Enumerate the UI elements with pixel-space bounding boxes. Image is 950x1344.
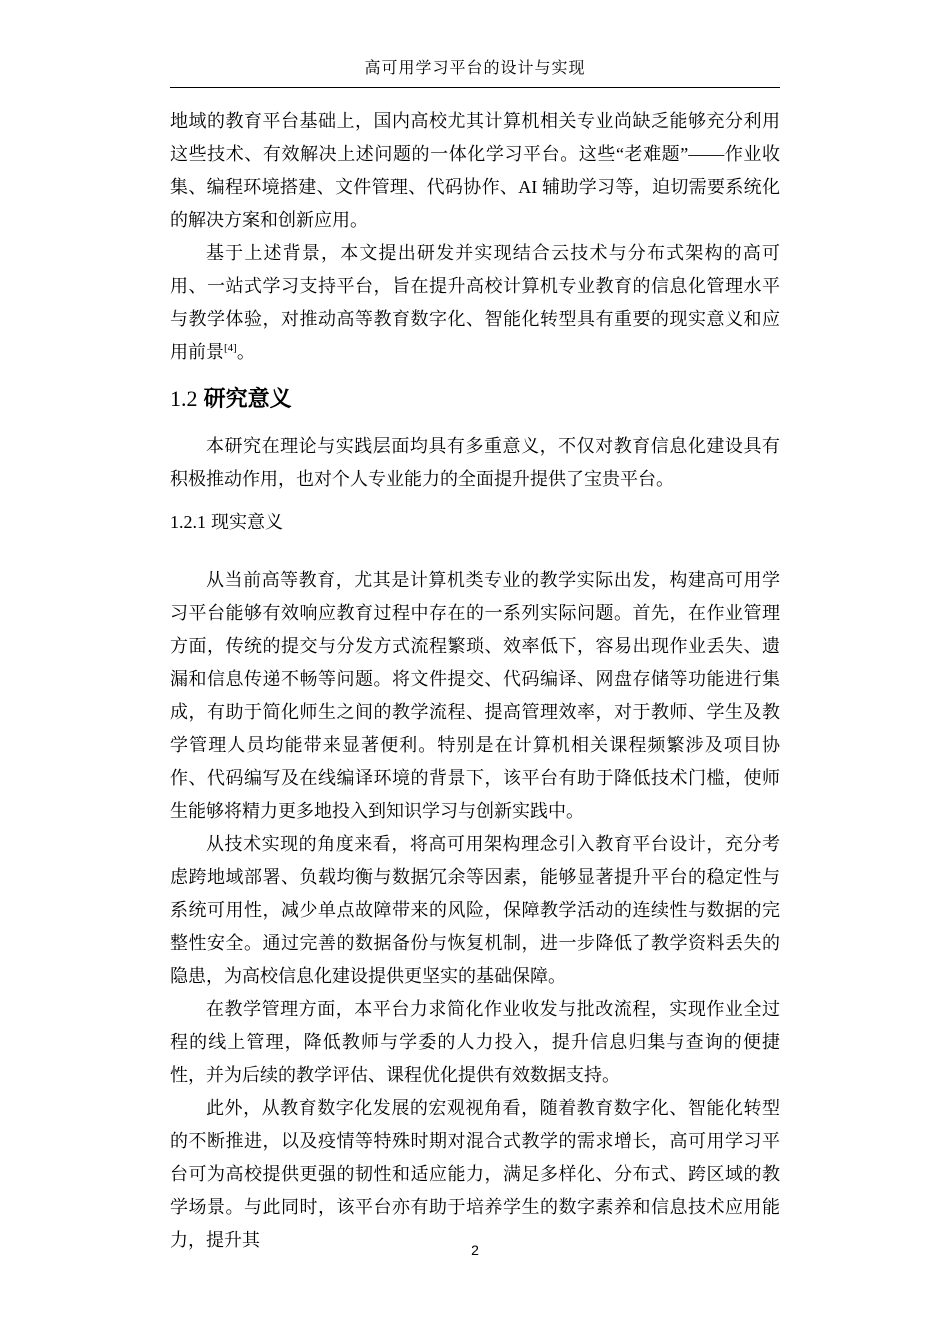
page-number: 2 <box>471 1242 479 1258</box>
section-heading-1-2-1 <box>170 509 780 535</box>
page-content <box>170 0 780 1257</box>
section-title: 现实意义 <box>211 512 284 532</box>
citation-ref: [4] <box>224 342 237 354</box>
body-paragraph <box>170 237 780 369</box>
body-paragraph: 从技术实现的角度来看，将高可用架构理念引入教育平台设计，充分考虑跨地域部署、负载均衡与数据冗余等因素，能够显著提升平台的稳定性与系统可用性，减少单点故障带来的风险，保障教学活动的连续性与数据的完整性安全。通过完善的数据备份与恢复机制，进一步降低了教学资料丢失的隐患，为高校信息化建设提供更坚实的基础保障。 <box>170 834 780 986</box>
body-text <box>170 105 780 1257</box>
section-number: 1.2 <box>170 386 198 411</box>
paragraph-text: 。 <box>236 342 255 362</box>
section-number: 1.2.1 <box>170 512 206 532</box>
running-title: 高可用学习平台的设计与实现 <box>364 60 586 77</box>
body-paragraph: 地域的教育平台基础上，国内高校尤其计算机相关专业尚缺乏能够充分利用这些技术、有效解决上述问题的一体化学习平台。这些“老难题”——作业收集、编程环境搭建、文件管理、代码协作、AI 辅助学习等，迫切需要系统化的解决方案和创新应用。 <box>170 111 780 230</box>
body-paragraph: 本研究在理论与实践层面均具有多重意义，不仅对教育信息化建设具有积极推动作用，也对个人专业能力的全面提升提供了宝贵平台。 <box>170 436 780 489</box>
section-heading-1-2 <box>170 384 780 414</box>
page-header <box>170 0 780 88</box>
body-paragraph: 在教学管理方面，本平台力求简化作业收发与批改流程，实现作业全过程的线上管理，降低教师与学委的人力投入，提升信息归集与查询的便捷性，并为后续的教学评估、课程优化提供有效数据支持。 <box>170 999 780 1085</box>
body-paragraph: 此外，从教育数字化发展的宏观视角看，随着教育数字化、智能化转型的不断推进，以及疫情等特殊时期对混合式教学的需求增长，高可用学习平台可为高校提供更强的韧性和适应能力，满足多样化、分布式、跨区域的教学场景。与此同时，该平台亦有助于培养学生的数字素养和信息技术应用能力，提升其 <box>170 1098 780 1250</box>
paragraph-text: 基于上述背景，本文提出研发并实现结合云技术与分布式架构的高可用、一站式学习支持平台，旨在提升高校计算机专业教育的信息化管理水平与教学体验，对推动高等教育数字化、智能化转型具有重要的现实意义和应用前景 <box>170 243 780 362</box>
body-paragraph: 从当前高等教育，尤其是计算机类专业的教学实际出发，构建高可用学习平台能够有效响应教育过程中存在的一系列实际问题。首先，在作业管理方面，传统的提交与分发方式流程繁琐、效率低下，容易出现作业丢失、遗漏和信息传递不畅等问题。将文件提交、代码编译、网盘存储等功能进行集成，有助于简化师生之间的教学流程、提高管理效率，对于教师、学生及教学管理人员均能带来显著便利。特别是在计算机相关课程频繁涉及项目协作、代码编写及在线编译环境的背景下，该平台有助于降低技术门槛，使师生能够将精力更多地投入到知识学习与创新实践中。 <box>170 570 780 821</box>
section-title: 研究意义 <box>203 386 292 411</box>
page-footer <box>0 1242 950 1260</box>
